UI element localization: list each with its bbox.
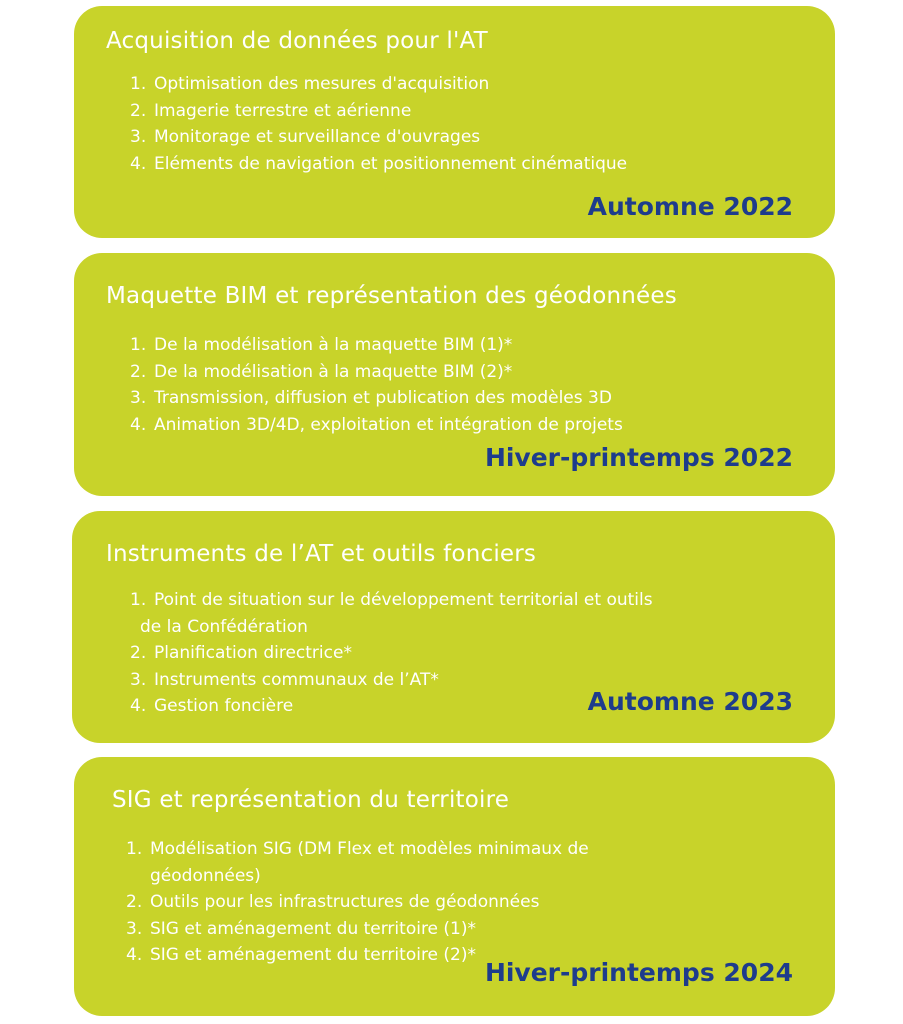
list-item: 2. De la modélisation à la maquette BIM (2)* [130,361,513,382]
module-card-acquisition [74,6,835,238]
list-item: 1. De la modélisation à la maquette BIM (1)* [130,335,513,355]
card-title: Acquisition de données pour l'AT [106,28,488,54]
list-item: 3. Instruments communaux de l’AT* [130,669,439,690]
list-item: 4. Gestion foncière [130,696,294,716]
module-card-bim [74,253,835,496]
season-label: Hiver-printemps 2022 [484,443,793,472]
module-card-sig [74,757,835,1016]
course-list [126,836,589,969]
list-item: 4. Animation 3D/4D, exploitation et intégration de projets [130,414,623,435]
season-label: Hiver-printemps 2024 [484,958,793,987]
list-item: 2. Imagerie terrestre et aérienne [130,100,412,121]
list-item: 3. Monitorage et surveillance d'ouvrages [130,127,481,147]
list-item: 3. SIG et aménagement du territoire (1)* [126,918,476,939]
list-item: 2. Outils pour les infrastructures de géodonnées [126,892,540,912]
course-list [130,332,623,438]
list-item: 3. Transmission, diffusion et publication des modèles 3D [130,388,612,408]
list-item: 1. Point de situation sur le développement territorial et outils de la Confédération [130,590,653,637]
card-title: Instruments de l’AT et outils fonciers [106,541,537,567]
season-label: Automne 2022 [587,192,793,221]
card-title: SIG et représentation du territoire [112,787,510,813]
list-item: 4. Eléments de navigation et positionnement cinématique [130,153,628,174]
season-label: Automne 2023 [587,687,793,716]
list-item: 4. SIG et aménagement du territoire (2)* [126,945,476,965]
course-list [130,587,653,720]
card-title: Maquette BIM et représentation des géodonnées [106,283,677,309]
module-card-instruments [72,511,835,743]
list-item: 1. Optimisation des mesures d'acquisition [130,74,490,94]
course-list [130,71,627,177]
list-item: 1. Modélisation SIG (DM Flex et modèles minimaux de géodonnées) [126,839,589,886]
list-item: 2. Planification directrice* [130,643,352,663]
